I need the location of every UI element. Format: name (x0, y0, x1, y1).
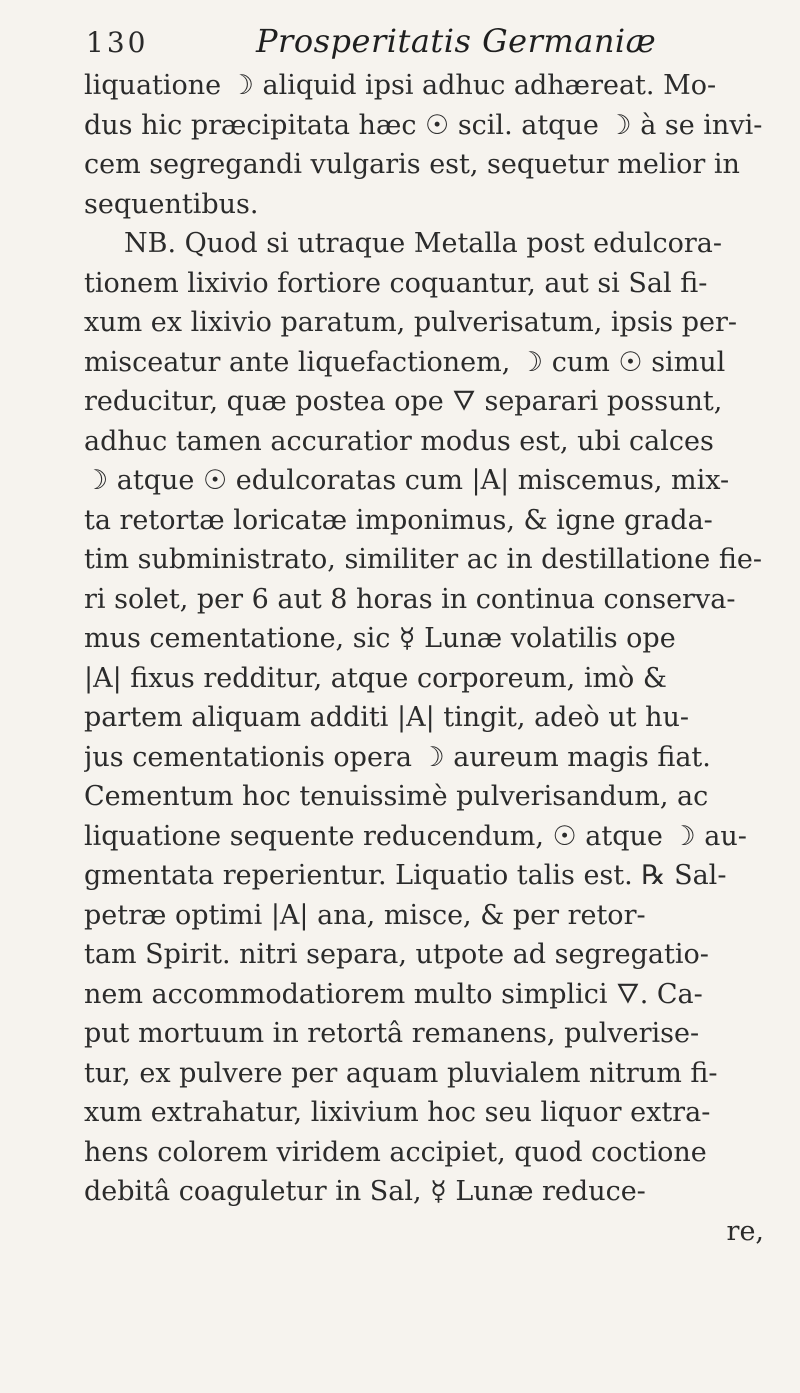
body-text (84, 66, 774, 1251)
text-line: tim subministrato, similiter ac in destillatione fie- (84, 544, 762, 575)
text-line: misceatur ante liquefactionem, ☽ cum ☉ simul (84, 346, 726, 378)
page-header (86, 18, 746, 66)
text-line: dus hic præcipitata hæc ☉ scil. atque ☽ à se invi- (84, 109, 763, 141)
text-line: partem aliquam additi |A| tingit, adeò ut hu- (84, 702, 689, 733)
text-line: tur, ex pulvere per aquam pluvialem nitrum fi- (84, 1057, 718, 1089)
running-title: Prosperitatis Germaniæ (256, 22, 657, 60)
text-line: put mortuum in retortâ remanens, pulverise- (84, 1018, 700, 1049)
text-line: debitâ coaguletur in Sal, ☿ Lunæ reduce- (84, 1176, 646, 1207)
text-line: liquatione ☽ aliquid ipsi adhuc adhæreat. Mo- (84, 70, 717, 101)
text-line: NB. Quod si utraque Metalla post edulcora- (124, 228, 722, 259)
text-line: jus cementationis opera ☽ aureum magis fiat. (84, 741, 711, 773)
text-line: sequentibus. (84, 188, 259, 220)
text-line: xum ex lixivio paratum, pulverisatum, ipsis per- (84, 307, 738, 338)
catchword: re, (726, 1215, 764, 1247)
text-line: hens colorem viridem accipiet, quod coctione (84, 1136, 707, 1168)
text-line: petræ optimi |A| ana, misce, & per retor- (84, 899, 646, 931)
text-line: Cementum hoc tenuissimè pulverisandum, ac (84, 781, 709, 812)
text-line: mus cementatione, sic ☿ Lunæ volatilis ope (84, 623, 676, 654)
text-line: tionem lixivio fortiore coquantur, aut si Sal fi- (84, 267, 708, 299)
text-line: |A| fixus redditur, atque corporeum, imò & (84, 662, 667, 694)
text-line: adhuc tamen accuratior modus est, ubi calces (84, 425, 714, 457)
text-line: cem segregandi vulgaris est, sequetur melior in (84, 149, 740, 180)
text-line: ta retortæ loricatæ imponimus, & igne grada- (84, 504, 713, 536)
text-line: reducitur, quæ postea ope 🜄 separari possunt, (84, 386, 723, 417)
text-line: ri solet, per 6 aut 8 horas in continua conserva- (84, 583, 736, 615)
text-line: tam Spirit. nitri separa, utpote ad segregatio- (84, 939, 709, 970)
text-line: ☽ atque ☉ edulcoratas cum |A| miscemus, mix- (84, 465, 730, 496)
text-line: nem accommodatiorem multo simplici 🜄. Ca- (84, 978, 703, 1010)
text-line: xum extrahatur, lixivium hoc seu liquor extra- (84, 1097, 711, 1128)
page-number: 130 (86, 26, 149, 59)
text-line: liquatione sequente reducendum, ☉ atque ☽ au- (84, 820, 747, 852)
text-line: gmentata reperientur. Liquatio talis est. ℞ Sal- (84, 860, 727, 891)
